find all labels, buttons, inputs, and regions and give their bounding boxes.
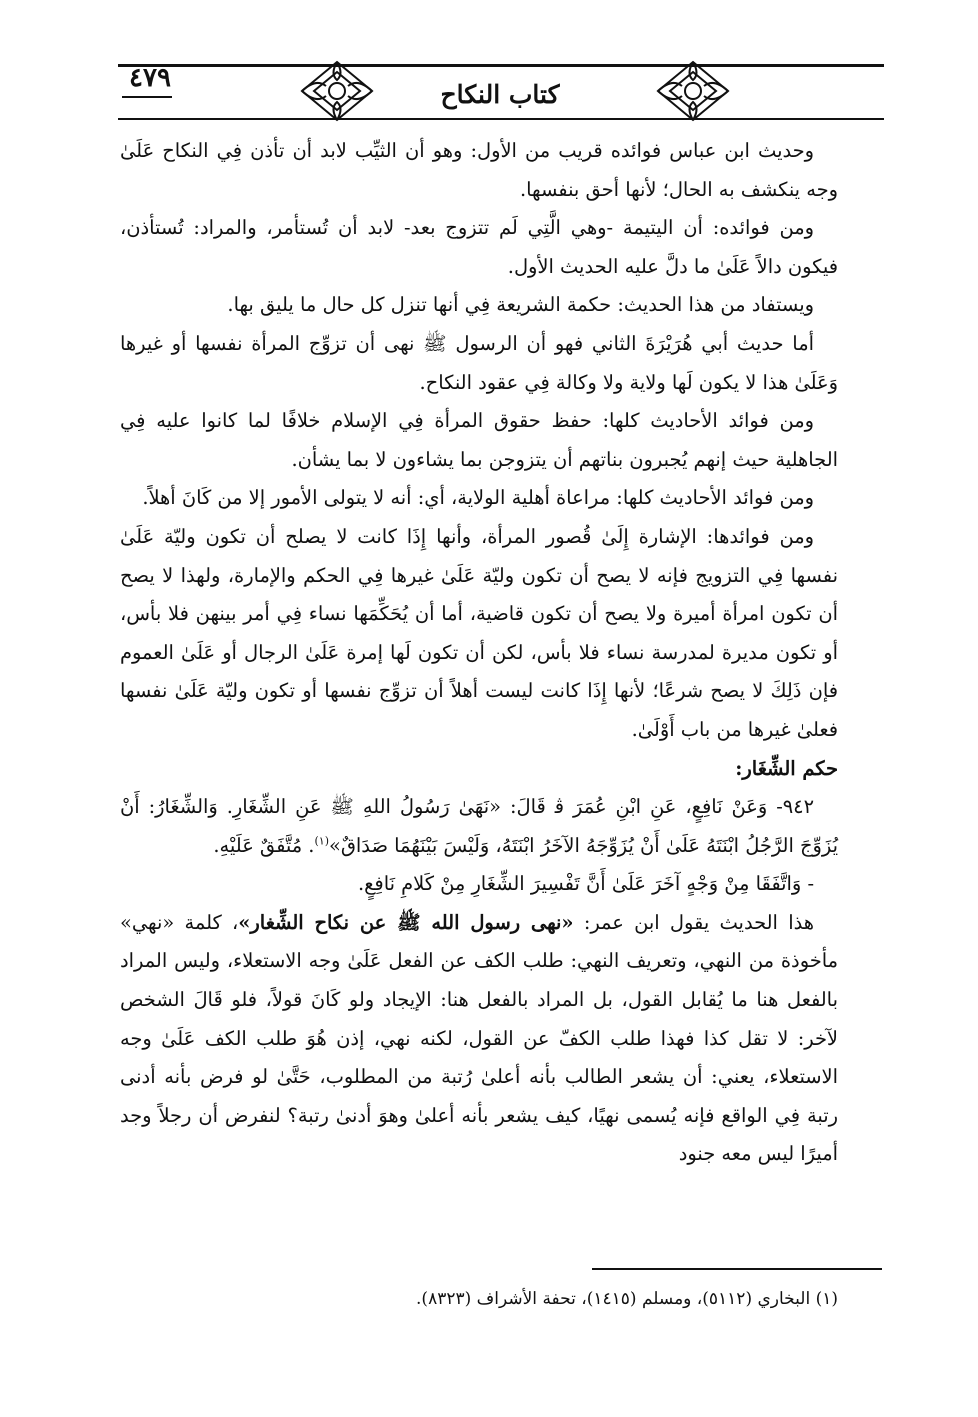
right-ornament-icon: [652, 58, 734, 124]
footnote-divider: [592, 1268, 882, 1270]
hadith-addendum: - وَاتَّفَقَا مِنْ وَجْهٍ آخَرَ عَلَىٰ أَنَّ تَفْسِيرَ الشِّغَارِ مِنْ كَلامِ نَافِعٍ.: [357, 872, 814, 896]
paragraph: ومن فوائدها: الإشارة إِلَىٰ قُصور المرأة، وأنها إِذَا كانت لا يصلح أن تكون وليّة عَلَىٰ نفسها فِي التزويج فإنه لا يصح أن تكون وليّة عَلَىٰ غيرها فِي الحكم والإمارة، ولهذا لا يصح أن تكون امرأة أميرة ولا يصح أن تكون قاضية، أما أن يُحَكِّمَها نساء فِي أمر بينهن فلا بأس، أو تكون مديرة لمدرسة نساء فلا بأس، لكن أن تكون لَها إمرة عَلَىٰ الرجال أو عَلَىٰ العموم فإن ذَلِكَ لا يصح شرعًا؛ لأنها إِذَا كانت ليست أهلاً أن تزوِّج نفسها أو تكون وليّة عَلَىٰ نفسها فعلىٰ غيرها من باب أَوْلَىٰ.: [120, 524, 838, 741]
paragraph: ومن فوائد الأحاديث كلها: مراعاة أهلية الولاية، أي: أنه لا يتولى الأمور إلا من كَانَ أهلاً.: [142, 486, 814, 510]
commentary-paragraph: [120, 904, 838, 1174]
header-top-rule: [118, 64, 884, 67]
commentary-quote: «نهى رسول الله ﷺ عن نكاح الشِّغار»: [238, 910, 574, 934]
commentary-rest: ، كلمة «نهي» مأخوذة من النهي، وتعريف النهي: طلب الكف عن الفعل عَلَىٰ وجه الاستعلاء، وليس المراد بالفعل هنا ما يُقابل القول، بل المراد بالفعل هنا: الإيجاد ولو كَانَ قولاً، فلو قَالَ الشخص لآخر: لا تقل كذا فهذا طلب الكفّ عن القول، لكنه نهي، إذن هُوَ طلب الكف عَلَىٰ وجه الاستعلاء، يعني: أن يشعر الطالب بأنه أعلىٰ رُتبة من المطلوب، حَتَّىٰ لو فرض بأنه أدنى رتبة فِي الواقع فإنه يُسمى نهيًا، كيف يشعر بأنه أعلىٰ وهوَ أدنىٰ رتبة؟ لنفرض أن رجلاً وجد أميرًا ليس معه جنود: [120, 910, 838, 1166]
paragraph: وحديث ابن عباس فوائده قريب من الأول: وهو أن الثيِّب لابد أن تأذن فِي النكاح عَلَىٰ وجه ينكشف به الحال؛ لأنها أحق بنفسها.: [120, 139, 838, 201]
main-text: [120, 132, 838, 1174]
commentary-lead: هذا الحديث يقول ابن عمر:: [573, 910, 815, 934]
paragraph: أما حديث أبي هُرَيْرَةَ الثاني فهو أن الرسول ﷺ نهى أن تزوِّج المرأة نفسها أو غيرها وَعَلَىٰ هذا لا يكون لَها ولاية ولا وكالة فِي عقود النكاح.: [120, 331, 838, 394]
paragraph: ومن فوائد الأحاديث كلها: حفظ حقوق المرأة فِي الإسلام خلافًا لما كانوا عليه فِي الجاهلية حيث إنهم يُجبرون بناتهم أن يتزوجن بما يشاءون لا بما يشأن.: [120, 409, 838, 471]
paragraph: ويستفاد من هذا الحديث: حكمة الشريعة فِي أنها تنزل كل حال ما يليق بها.: [227, 293, 814, 317]
hadith-text: [120, 788, 838, 865]
paragraph: ومن فوائده: أن اليتيمة -وهي الَّتِي لَم تتزوج بعد- لابد أن تُستأمر، والمراد: تُستأذن، فيكون دالاً عَلَىٰ ما دلَّ عليه الحديث الأول.: [120, 216, 838, 278]
section-heading: حكم الشِّغَار:: [735, 756, 838, 780]
footnotes: [120, 1284, 838, 1314]
header-bottom-rule: [118, 118, 884, 120]
running-title: كتاب النكاح: [440, 80, 560, 109]
left-ornament-icon: [296, 58, 378, 124]
hadith-tail: . مُتَّفَقٌ عَلَيْهِ.: [213, 833, 315, 857]
page-number: ٤٧٩: [129, 63, 171, 93]
hadith-body: ٩٤٢- وَعَنْ نَافِعٍ، عَنِ ابْنِ عُمَرَ ﭬ قَالَ: «نَهَىٰ رَسُولُ اللهِ ﷺ عَنِ الشِّغَارِ. وَالشِّغَارُ: أَنْ يُزَوِّجَ الرَّجُلُ ابْنَتَهُ عَلَىٰ أَنْ يُزَوِّجَهُ الآخَرُ ابْنَتَهُ، وَلَيْسَ بَيْنَهُمَا صَدَاقٌ»: [120, 795, 838, 857]
page-header: [118, 58, 884, 128]
footnote-reference: (١): [314, 834, 329, 848]
footnote: (١) البخاري (٥١١٢)، ومسلم (١٤١٥)، تحفة الأشراف (٨٣٢٣).: [416, 1289, 838, 1309]
page-number-underline: [122, 96, 172, 98]
